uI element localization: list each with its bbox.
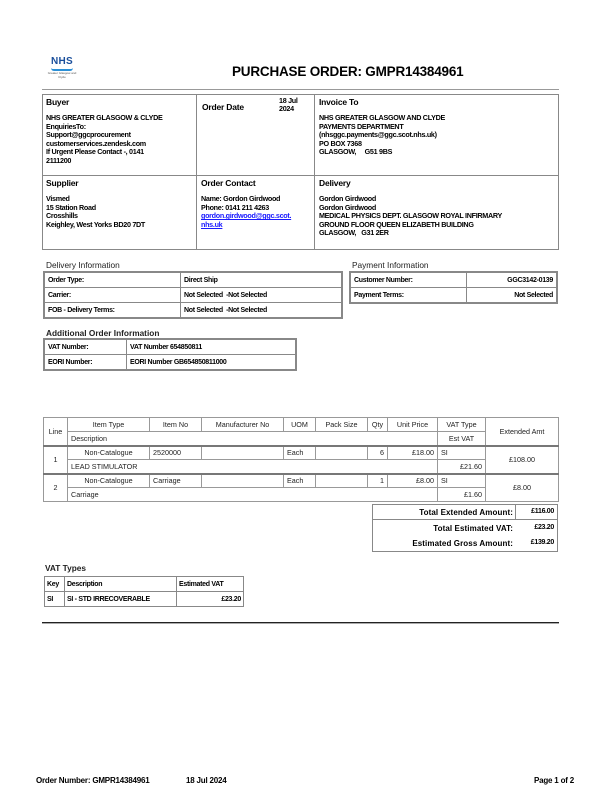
contact-email-link[interactable]: gordon.girdwood@ggc.scot. nhs.uk	[201, 211, 292, 229]
payment-info-table	[350, 272, 557, 303]
buyer-box	[42, 94, 197, 176]
invoice-to-details: NHS GREATER GLASGOW AND CLYDE PAYMENTS DEPARTMENT (nhsggc.payments@ggc.scot.nhs.uk) PO BOX 7368 GLASGOW, G51 9BS	[319, 113, 446, 157]
order-date-label: Order Date	[202, 102, 244, 112]
col-uom: UOM	[284, 418, 316, 432]
additional-info-row	[45, 340, 296, 355]
description: LEAD STIMULATOR	[68, 460, 438, 474]
delivery-details: Gordon Girdwood Gordon Girdwood MEDICAL PHYSICS DEPT. GLASGOW ROYAL INFIRMARY GROUND FLOOR QUEEN ELIZABETH BUILDING GLASGOW, G31 2ER	[319, 194, 502, 238]
line-item-row	[44, 474, 559, 488]
vat-estimated: £23.20	[177, 592, 244, 607]
total-vat-row	[373, 521, 557, 536]
item-type: Non-Catalogue	[68, 474, 150, 488]
est-vat: £1.60	[438, 488, 486, 502]
item-no: Carriage	[150, 474, 202, 488]
col-item-type: Item Type	[68, 418, 150, 432]
col-vat-type: VAT Type	[438, 418, 486, 432]
manufacturer-no	[202, 474, 284, 488]
gross-amount-label: Estimated Gross Amount:	[412, 539, 513, 548]
pack-size	[316, 446, 368, 460]
gross-amount-value: £139.20	[530, 539, 554, 546]
vat-description-header: Description	[65, 577, 177, 592]
gross-amount-row	[373, 536, 557, 551]
nhs-logo	[46, 57, 78, 87]
manufacturer-no	[202, 446, 284, 460]
info-value: EORI Number GB654850811000	[127, 355, 296, 370]
additional-info-heading: Additional Order Information	[46, 328, 160, 338]
order-date-box	[196, 94, 315, 176]
line-number: 2	[44, 474, 68, 502]
bottom-divider	[42, 622, 559, 624]
vat-type: SI	[438, 446, 486, 460]
uom: Each	[284, 474, 316, 488]
est-vat: £21.60	[438, 460, 486, 474]
line-number: 1	[44, 446, 68, 474]
totals-box	[372, 504, 558, 552]
vat-types-table	[44, 576, 244, 607]
order-contact-box	[196, 175, 315, 250]
vat-key-header: Key	[45, 577, 65, 592]
payment-info-row	[351, 273, 557, 288]
delivery-info-row	[45, 303, 342, 318]
total-extended-value: £116.00	[531, 508, 554, 515]
footer-order-number: Order Number: GMPR14384961	[36, 776, 150, 785]
page-title: PURCHASE ORDER: GMPR14384961	[232, 64, 464, 79]
vat-types-header-row	[45, 577, 244, 592]
vat-description: SI - STD IRRECOVERABLE	[65, 592, 177, 607]
additional-info-row	[45, 355, 296, 370]
info-value: GGC3142-0139	[467, 273, 557, 288]
supplier-heading: Supplier	[46, 178, 79, 188]
logo-subtext: Greater Glasgow and Clyde	[47, 71, 77, 79]
info-value: Not Selected	[467, 288, 557, 303]
footer-page-number: Page 1 of 2	[533, 776, 574, 785]
line-item-description-row	[44, 460, 559, 474]
invoice-to-box	[314, 94, 559, 176]
col-qty: Qty	[368, 418, 388, 432]
col-line: Line	[44, 418, 68, 446]
item-no: 2520000	[150, 446, 202, 460]
logo-text: NHS	[50, 56, 73, 67]
delivery-info-row	[45, 273, 342, 288]
info-value: Not Selected -Not Selected	[181, 303, 342, 318]
contact-phone: Phone: 0141 211 4263	[201, 202, 269, 212]
qty: 1	[368, 474, 388, 488]
col-extended-amt: Extended Amt	[486, 418, 559, 446]
unit-price: £18.00	[388, 446, 438, 460]
total-extended-row	[373, 505, 557, 520]
uom: Each	[284, 446, 316, 460]
info-label: Payment Terms:	[351, 288, 467, 303]
info-label: EORI Number:	[45, 355, 127, 370]
pack-size	[316, 474, 368, 488]
col-manufacturer-no: Manufacturer No	[202, 418, 284, 432]
col-description: Description	[68, 432, 438, 446]
vat-key: SI	[45, 592, 65, 607]
invoice-to-heading: Invoice To	[319, 97, 359, 107]
info-label: Customer Number:	[351, 273, 467, 288]
delivery-heading: Delivery	[319, 178, 351, 188]
unit-price: £8.00	[388, 474, 438, 488]
vat-estimated-header: Estimated VAT	[177, 577, 244, 592]
total-extended-label: Total Extended Amount:	[419, 508, 513, 517]
delivery-info-table	[44, 272, 342, 318]
order-date-value: 18 Jul 2024	[279, 96, 298, 113]
line-items-subheader-row	[44, 432, 559, 446]
extended-amt: £108.00	[486, 446, 559, 474]
supplier-details: Vismed 15 Station Road Crosshills Keighley, West Yorks BD20 7DT	[46, 194, 146, 229]
order-contact-details	[201, 195, 310, 229]
payment-info-row	[351, 288, 557, 303]
line-item-description-row	[44, 488, 559, 502]
col-item-no: Item No	[150, 418, 202, 432]
col-unit-price: Unit Price	[388, 418, 438, 432]
vat-type: SI	[438, 474, 486, 488]
extended-amt: £8.00	[486, 474, 559, 502]
info-label: FOB - Delivery Terms:	[45, 303, 181, 318]
col-pack-size: Pack Size	[316, 418, 368, 432]
info-label: VAT Number:	[45, 340, 127, 355]
delivery-box	[314, 175, 559, 250]
title-divider	[42, 89, 559, 90]
line-items-table	[43, 417, 559, 502]
info-label: Carrier:	[45, 288, 181, 303]
info-value: VAT Number 654850811	[127, 340, 296, 355]
qty: 6	[368, 446, 388, 460]
description: Carriage	[68, 488, 438, 502]
additional-info-table	[44, 339, 296, 370]
info-label: Order Type:	[45, 273, 181, 288]
contact-name: Name: Gordon Girdwood	[201, 194, 281, 203]
order-contact-heading: Order Contact	[201, 178, 256, 188]
line-items-header-row	[44, 418, 559, 432]
supplier-box	[42, 175, 197, 250]
buyer-heading: Buyer	[46, 97, 70, 107]
line-item-row	[44, 446, 559, 460]
payment-info-heading: Payment Information	[352, 260, 429, 270]
buyer-details: NHS GREATER GLASGOW & CLYDE EnquiriesTo: Support@ggcprocurement customerservices.zendesk.com If Urgent Please Contact -, 0141 2111200	[46, 113, 163, 165]
info-value: Not Selected -Not Selected	[181, 288, 342, 303]
footer-date: 18 Jul 2024	[186, 776, 227, 785]
delivery-info-heading: Delivery Information	[46, 260, 120, 270]
item-type: Non-Catalogue	[68, 446, 150, 460]
delivery-info-row	[45, 288, 342, 303]
vat-types-row	[45, 592, 244, 607]
total-vat-label: Total Estimated VAT:	[433, 524, 513, 533]
col-est-vat: Est VAT	[438, 432, 486, 446]
info-value: Direct Ship	[181, 273, 342, 288]
total-vat-value: £23.20	[534, 524, 554, 531]
vat-types-heading: VAT Types	[45, 563, 87, 573]
